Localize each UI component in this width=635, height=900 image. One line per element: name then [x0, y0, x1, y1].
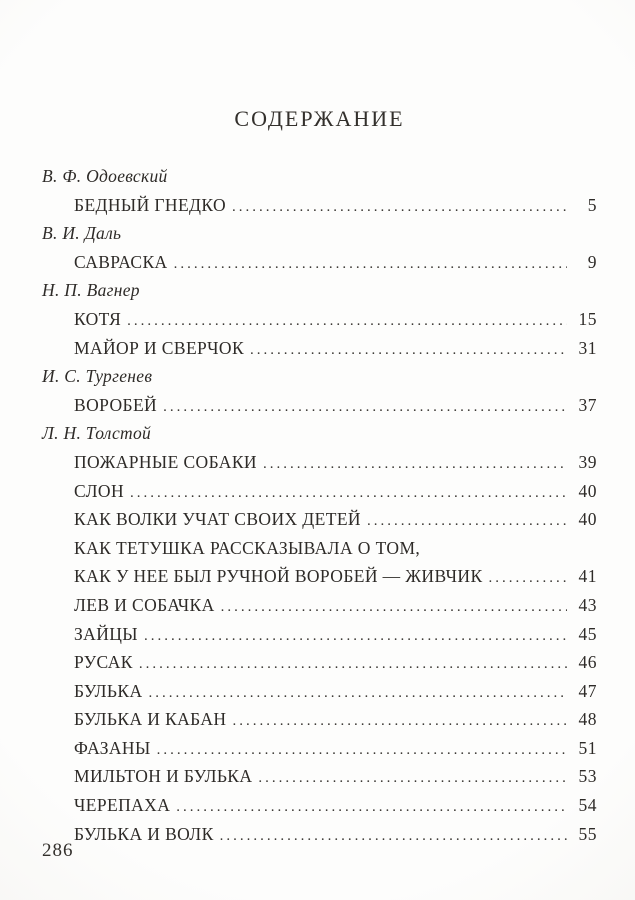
- toc-author-row: [42, 219, 597, 248]
- dot-leader: [367, 507, 567, 536]
- toc-item-row: [42, 762, 597, 791]
- toc-item-title: БУЛЬКА И ВОЛК: [74, 823, 214, 844]
- toc-item-row: [42, 248, 597, 277]
- toc-author-row: [42, 419, 597, 448]
- footer-page-number: 286: [42, 840, 74, 861]
- toc-page-number: 55: [578, 823, 597, 844]
- toc-page-number: 53: [578, 766, 597, 787]
- toc-author-row: [42, 162, 597, 191]
- toc-item-row: [42, 505, 597, 534]
- toc-item-row: [42, 591, 597, 620]
- toc-item-title: РУСАК: [74, 652, 133, 673]
- toc-item-title: ФАЗАНЫ: [74, 737, 151, 758]
- dot-leader: [250, 336, 567, 365]
- toc-item-title: КАК У НЕЕ БЫЛ РУЧНОЙ ВОРОБЕЙ — ЖИВЧИК: [74, 566, 483, 587]
- toc-author-name: Л. Н. Толстой: [42, 423, 152, 444]
- toc-item-row: [42, 562, 597, 591]
- toc-page-number: 46: [578, 652, 597, 673]
- toc-page-number: 54: [578, 795, 597, 816]
- toc-item-title: БУЛЬКА: [74, 680, 143, 701]
- dot-leader: [163, 393, 567, 422]
- dot-leader: [263, 450, 567, 479]
- toc-item-row: [42, 620, 597, 649]
- toc-item-title: СЛОН: [74, 480, 124, 501]
- toc-list: [42, 162, 597, 848]
- toc-page-number: 40: [578, 509, 597, 530]
- toc-page-number: 51: [578, 737, 597, 758]
- toc-author-name: Н. П. Вагнер: [42, 280, 140, 301]
- toc-item-title: КАК ВОЛКИ УЧАТ СВОИХ ДЕТЕЙ: [74, 509, 361, 530]
- toc-page-number: 39: [578, 451, 597, 472]
- dot-leader: [157, 736, 567, 765]
- toc-item-title: ВОРОБЕЙ: [74, 394, 158, 415]
- toc-item-title: БУЛЬКА И КАБАН: [74, 709, 227, 730]
- toc-page-number: 31: [578, 337, 597, 358]
- toc-item-row: [42, 648, 597, 677]
- dot-leader: [232, 707, 567, 736]
- toc-author-name: И. С. Тургенев: [42, 366, 153, 387]
- toc-item-row: [42, 677, 597, 706]
- toc-page-number: 47: [578, 680, 597, 701]
- toc-item-title: ЧЕРЕПАХА: [74, 795, 171, 816]
- toc-page-number: 43: [578, 594, 597, 615]
- dot-leader: [220, 822, 567, 851]
- dot-leader: [144, 622, 567, 651]
- toc-author-row: [42, 362, 597, 391]
- toc-item-title: МИЛЬТОН И БУЛЬКА: [74, 766, 253, 787]
- toc-page-number: 15: [578, 308, 597, 329]
- dot-leader: [174, 250, 567, 279]
- toc-author-name: В. И. Даль: [42, 223, 122, 244]
- dot-leader: [130, 479, 567, 508]
- dot-leader: [127, 307, 567, 336]
- page-title: СОДЕРЖАНИЕ: [234, 106, 405, 131]
- toc-page-number: 40: [578, 480, 597, 501]
- toc-item-row: [42, 534, 597, 563]
- toc-item-row: [42, 477, 597, 506]
- toc-item-row: [42, 820, 597, 849]
- dot-leader: [148, 679, 567, 708]
- dot-leader: [139, 650, 567, 679]
- toc-item-row: [42, 448, 597, 477]
- toc-page-number: 37: [578, 394, 597, 415]
- toc-item-title: ЛЕВ И СОБАЧКА: [74, 594, 215, 615]
- toc-author-name: В. Ф. Одоевский: [42, 166, 168, 186]
- toc-item-row: [42, 705, 597, 734]
- toc-page-number: 45: [578, 623, 597, 644]
- toc-item-row: [42, 791, 597, 820]
- toc-item-title: МАЙОР И СВЕРЧОК: [74, 337, 245, 358]
- toc-page-number: 9: [587, 251, 597, 272]
- toc-item-title: ПОЖАРНЫЕ СОБАКИ: [74, 451, 257, 472]
- toc-item-title: БЕДНЫЙ ГНЕДКО: [74, 194, 227, 215]
- toc-page-number: 41: [578, 566, 597, 587]
- toc-item-row: [42, 734, 597, 763]
- toc-item-row: [42, 334, 597, 363]
- dot-leader: [176, 793, 567, 822]
- toc-item-title: КАК ТЕТУШКА РАССКАЗЫВАЛА О ТОМ,: [74, 537, 421, 558]
- toc-page-number: 48: [578, 709, 597, 730]
- toc-item-title: САВРАСКА: [74, 251, 168, 272]
- toc-content: [42, 106, 597, 848]
- dot-leader: [221, 593, 567, 622]
- toc-item-title: КОТЯ: [74, 308, 122, 329]
- dot-leader: [489, 564, 567, 593]
- dot-leader: [232, 193, 567, 222]
- toc-item-row: [42, 391, 597, 420]
- toc-item-row: [42, 191, 597, 220]
- toc-item-title: ЗАЙЦЫ: [74, 623, 138, 644]
- toc-page-number: 5: [587, 194, 597, 215]
- toc-author-row: [42, 276, 597, 305]
- toc-item-row: [42, 305, 597, 334]
- dot-leader: [258, 764, 567, 793]
